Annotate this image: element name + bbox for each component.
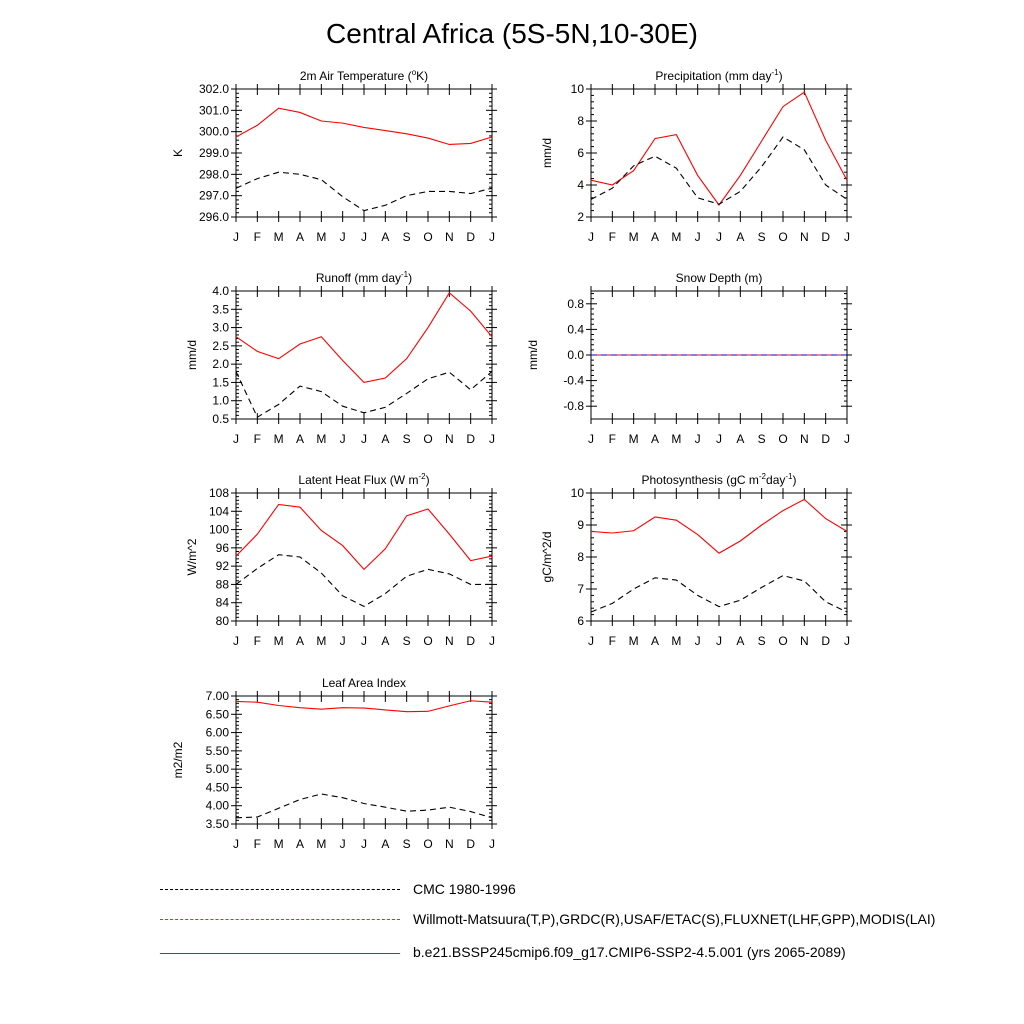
x-tick-label: J: [233, 634, 239, 648]
series-line-obs: [591, 137, 847, 204]
x-tick-label: J: [233, 230, 239, 244]
panel-title: Latent Heat Flux (W $m^{-2}$): [298, 472, 430, 487]
x-tick-label: D: [466, 230, 476, 244]
y-tick-label: 6: [577, 614, 584, 628]
y-tick-label: -0.4: [563, 373, 584, 388]
x-tick-label: J: [588, 432, 594, 446]
y-tick-label: 8: [577, 550, 584, 564]
plot-frame: [591, 493, 847, 621]
x-tick-label: J: [339, 230, 346, 244]
x-tick-label: J: [844, 230, 850, 244]
legend-label-obs: Willmott-Matsuura(T,P),GRDC(R),USAF/ETAC(S),FLUXNET(LHF,GPP),MODIS(LAI): [413, 911, 936, 927]
x-tick-label: A: [381, 837, 390, 851]
x-tick-label: A: [650, 432, 660, 446]
x-tick-label: A: [650, 230, 660, 244]
x-tick-label: S: [402, 230, 411, 244]
plot-frame: [236, 493, 492, 621]
panel-runoff: [185, 270, 497, 446]
y-tick-label: 297.0: [198, 188, 229, 203]
panel-title: 2m Air Temperature ($^o$K): [299, 68, 429, 83]
y-tick-label: 302.0: [198, 82, 229, 96]
x-tick-label: S: [757, 634, 766, 648]
y-axis-label: W/m^2: [185, 538, 199, 576]
panel-title: Runoff (mm day$^{-1}$): [315, 270, 413, 285]
panel-latent-heat: [185, 472, 497, 648]
x-tick-label: M: [316, 837, 327, 851]
x-tick-label: F: [253, 837, 262, 851]
y-tick-label: 7.00: [205, 689, 229, 703]
y-tick-label: 10: [570, 486, 584, 500]
x-tick-label: F: [253, 230, 262, 244]
x-tick-label: M: [316, 230, 327, 244]
x-tick-label: A: [650, 634, 660, 648]
y-tick-label: 3.50: [205, 817, 229, 831]
x-tick-label: M: [273, 634, 284, 648]
x-tick-label: F: [253, 634, 262, 648]
y-tick-label: 8: [577, 114, 584, 128]
series-line-model: [236, 701, 492, 712]
x-tick-label: J: [339, 837, 346, 851]
x-tick-label: D: [821, 230, 831, 244]
x-tick-label: M: [671, 230, 682, 244]
x-tick-label: S: [402, 837, 411, 851]
plot-frame: [236, 696, 492, 824]
x-tick-label: S: [402, 432, 411, 446]
x-tick-label: A: [736, 634, 745, 648]
x-tick-label: A: [295, 230, 305, 244]
y-tick-label: 4.00: [205, 798, 229, 813]
x-tick-label: J: [339, 634, 346, 648]
panel-snow-depth: [526, 271, 852, 446]
x-tick-label: F: [608, 634, 617, 648]
y-tick-label: 80: [215, 614, 229, 628]
y-tick-label: 100: [208, 522, 229, 537]
panel-photosynthesis: [540, 472, 852, 648]
x-tick-label: O: [423, 230, 433, 244]
panel-title: Photosynthesis (gC $m^{-2}day^{-1}$): [641, 472, 797, 487]
y-axis-label: mm/d: [540, 138, 554, 168]
panel-title: Leaf Area Index: [321, 676, 407, 690]
panel-title: Precipitation (mm day$^{-1}$): [655, 68, 783, 83]
x-tick-label: J: [489, 230, 495, 244]
x-tick-label: A: [736, 230, 745, 244]
x-tick-label: J: [588, 634, 594, 648]
x-tick-label: O: [778, 634, 788, 648]
x-tick-label: D: [466, 432, 476, 446]
x-tick-label: O: [423, 634, 433, 648]
x-tick-label: M: [671, 432, 682, 446]
y-tick-label: 0.5: [212, 412, 229, 426]
plot-frame: [236, 291, 492, 419]
x-tick-label: J: [716, 432, 722, 446]
x-tick-label: M: [273, 432, 284, 446]
series-line-model: [591, 92, 847, 205]
x-tick-label: A: [295, 432, 305, 446]
y-tick-label: 88: [215, 577, 229, 592]
x-tick-label: D: [466, 837, 476, 851]
x-tick-label: F: [253, 432, 262, 446]
series-line-model: [591, 499, 847, 553]
x-tick-label: M: [628, 432, 639, 446]
y-tick-label: 7: [577, 582, 584, 596]
x-tick-label: S: [757, 230, 766, 244]
y-tick-label: 2: [577, 210, 584, 224]
y-tick-label: 298.0: [198, 167, 229, 182]
x-tick-label: M: [316, 634, 327, 648]
y-tick-label: 4: [577, 178, 584, 192]
x-tick-label: A: [295, 837, 305, 851]
plot-frame: [236, 89, 492, 217]
y-axis-label: mm/d: [526, 340, 540, 370]
y-tick-label: 108: [208, 486, 229, 500]
x-tick-label: D: [821, 432, 831, 446]
y-axis-label: m2/m2: [171, 741, 185, 779]
series-line-obs: [236, 172, 492, 210]
series-line-model: [236, 108, 492, 144]
panel-leaf-area: [171, 676, 497, 851]
y-tick-label: 6.50: [205, 707, 229, 722]
x-tick-label: J: [489, 432, 495, 446]
x-tick-label: S: [402, 634, 411, 648]
x-tick-label: J: [361, 230, 367, 244]
x-tick-label: M: [316, 432, 327, 446]
x-tick-label: J: [489, 634, 495, 648]
plot-frame: [591, 89, 847, 217]
x-tick-label: J: [716, 230, 722, 244]
y-tick-label: 296.0: [198, 210, 229, 224]
x-tick-label: J: [716, 634, 722, 648]
x-tick-label: J: [339, 432, 346, 446]
x-tick-label: F: [608, 432, 617, 446]
page-title: Central Africa (5S-5N,10-30E): [326, 18, 698, 49]
y-tick-label: 0.0: [567, 348, 584, 362]
y-tick-label: 3.0: [212, 320, 229, 335]
panel-precipitation: [540, 68, 852, 244]
x-tick-label: J: [588, 230, 594, 244]
x-tick-label: N: [444, 230, 454, 244]
x-tick-label: M: [671, 634, 682, 648]
x-tick-label: N: [799, 230, 809, 244]
x-tick-label: J: [694, 432, 701, 446]
y-tick-label: 92: [215, 559, 229, 574]
series-line-model: [236, 504, 492, 569]
y-tick-label: 84: [215, 595, 229, 610]
x-tick-label: J: [233, 432, 239, 446]
y-tick-label: 10: [570, 82, 584, 96]
x-tick-label: N: [444, 432, 454, 446]
series-line-model: [236, 293, 492, 383]
x-tick-label: S: [757, 432, 766, 446]
y-tick-label: 1.5: [212, 375, 229, 390]
x-tick-label: J: [233, 837, 239, 851]
y-tick-label: 0.8: [567, 296, 584, 311]
y-tick-label: 4.0: [212, 284, 229, 298]
x-tick-label: D: [466, 634, 476, 648]
series-line-obs: [236, 794, 492, 818]
x-tick-label: M: [628, 634, 639, 648]
y-tick-label: 1.0: [212, 393, 229, 408]
y-tick-label: -0.8: [563, 399, 584, 414]
x-tick-label: A: [381, 230, 390, 244]
x-tick-label: A: [295, 634, 305, 648]
y-axis-label: K: [171, 148, 185, 158]
x-tick-label: A: [381, 634, 390, 648]
x-tick-label: O: [423, 837, 433, 851]
x-tick-label: J: [694, 230, 701, 244]
x-tick-label: N: [444, 837, 454, 851]
series-line-obs: [591, 576, 847, 612]
y-tick-label: 3.5: [212, 302, 229, 317]
y-tick-label: 96: [215, 540, 229, 555]
x-tick-label: J: [694, 634, 701, 648]
legend-label-model: b.e21.BSSP245cmip6.f09_g17.CMIP6-SSP2-4.5.001 (yrs 2065-2089): [413, 944, 846, 960]
y-axis-label: mm/d: [185, 340, 199, 370]
y-tick-label: 5.50: [205, 743, 229, 758]
y-tick-label: 4.50: [205, 780, 229, 795]
x-tick-label: J: [361, 634, 367, 648]
y-axis-label: gC/m^2/d: [540, 531, 554, 583]
x-tick-label: J: [489, 837, 495, 851]
panel-temperature: [171, 68, 497, 244]
y-tick-label: 9: [577, 518, 584, 532]
series-line-obs: [236, 371, 492, 417]
legend-label-cmc: CMC 1980-1996: [413, 881, 516, 897]
y-tick-label: 301.0: [198, 103, 229, 118]
x-tick-label: J: [844, 432, 850, 446]
y-tick-label: 2.0: [212, 357, 229, 372]
x-tick-label: D: [821, 634, 831, 648]
y-tick-label: 0.4: [567, 322, 584, 337]
x-tick-label: M: [273, 230, 284, 244]
x-tick-label: M: [628, 230, 639, 244]
x-tick-label: N: [799, 432, 809, 446]
x-tick-label: J: [361, 837, 367, 851]
y-tick-label: 300.0: [198, 124, 229, 139]
x-tick-label: J: [844, 634, 850, 648]
series-line-obs: [236, 555, 492, 607]
x-tick-label: J: [361, 432, 367, 446]
y-tick-label: 5.00: [205, 762, 229, 777]
x-tick-label: M: [273, 837, 284, 851]
x-tick-label: N: [799, 634, 809, 648]
x-tick-label: N: [444, 634, 454, 648]
y-tick-label: 104: [208, 504, 229, 519]
x-tick-label: O: [778, 230, 788, 244]
y-tick-label: 6: [577, 146, 584, 160]
panel-title: Snow Depth (m): [675, 271, 763, 285]
x-tick-label: A: [381, 432, 390, 446]
x-tick-label: F: [608, 230, 617, 244]
x-tick-label: A: [736, 432, 745, 446]
y-tick-label: 299.0: [198, 146, 229, 160]
y-tick-label: 6.00: [205, 725, 229, 740]
x-tick-label: O: [778, 432, 788, 446]
y-tick-label: 2.5: [212, 338, 229, 353]
x-tick-label: O: [423, 432, 433, 446]
